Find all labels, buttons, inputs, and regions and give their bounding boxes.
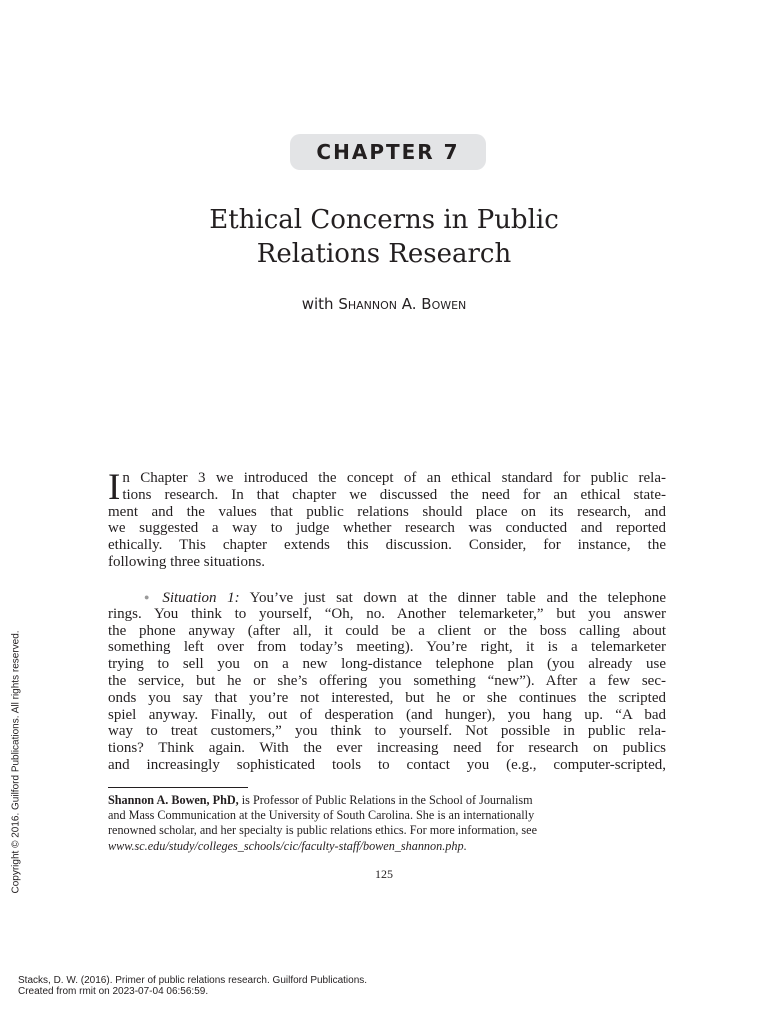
citation-footer	[18, 975, 367, 997]
chapter-label: CHAPTER 7	[316, 140, 460, 164]
footnote-line-1-text: is Professor of Public Relations in the School of Journalism	[238, 793, 533, 807]
situation-line: and increasingly sophisticated tools to contact you (e.g., computer-scripted,	[108, 756, 666, 773]
intro-line: ethically. This chapter extends this discussion. Consider, for instance, the	[108, 537, 666, 554]
footnote-line	[108, 839, 666, 854]
situation-line: onds you say that you’re not interested, but he or she continues the scripted	[108, 689, 666, 706]
intro-line: following three situations.	[108, 553, 266, 570]
footnote-line: renowned scholar, and her specialty is public relations ethics. For more information, see	[108, 823, 537, 838]
situation-first-line-text: You’ve just sat down at the dinner table and the telephone	[239, 590, 666, 606]
situation-line: way to treat customers,” you think to yourself. Not possible in public rela-	[108, 723, 666, 740]
situation-paragraph	[108, 589, 666, 774]
page-number: 125	[375, 867, 393, 881]
situation-line: rings. You think to yourself, “Oh, no. Another telemarketer,” but you answer	[108, 605, 666, 622]
chapter-author	[0, 295, 768, 313]
situation-line: the service, but he or she’s offering you something “new”). After a few sec-	[108, 672, 666, 689]
intro-line: we suggested a way to judge whether research was conducted and reported	[108, 520, 666, 537]
author-name: Shannon A. Bowen	[338, 295, 467, 313]
situation-line: spiel anyway. Finally, out of desperation (and hunger), you hang up. “A bad	[108, 706, 666, 723]
footnote-url: www.sc.edu/study/colleges_schools/cic/faculty-staff/bowen_shannon.php	[108, 838, 464, 853]
drop-cap: I	[108, 467, 121, 508]
situation-line: something left over from today’s meeting). You’re right, it is a telemarketer	[108, 639, 666, 656]
intro-line: tions research. In that chapter we discussed the need for an ethical state-	[122, 486, 666, 503]
chapter-title-line-1: Ethical Concerns in Public	[209, 205, 559, 235]
situation-line: tions? Think again. With the ever increasing need for research on publics	[108, 740, 666, 757]
citation-line-1: Stacks, D. W. (2016). Primer of public relations research. Guilford Publications.	[18, 975, 368, 986]
footnote-url-end: .	[463, 838, 467, 853]
author-footnote	[108, 793, 666, 854]
situation-line: trying to sell you on a new long-distance telephone plan (you already use	[108, 656, 666, 673]
situation-label: Situation 1:	[162, 590, 240, 606]
bullet-icon: ●	[144, 592, 157, 602]
footnote-author-name: Shannon A. Bowen, PhD,	[108, 793, 239, 807]
intro-line: n Chapter 3 we introduced the concept of an ethical standard for public rela-	[122, 470, 666, 486]
footnote-line: and Mass Communication at the University of South Carolina. She is an internationally	[108, 808, 535, 823]
author-with: with	[301, 295, 334, 313]
chapter-title	[0, 203, 768, 271]
situation-first-line	[108, 589, 666, 606]
chapter-title-line-2: Relations Research	[256, 239, 512, 269]
footnote-line	[108, 793, 666, 808]
intro-line: ment and the values that public relations should place on its research, and	[108, 503, 666, 520]
footnote-divider	[108, 787, 248, 788]
copyright-sidebar: Copyright © 2016. Guilford Publications. All rights reserved.	[10, 630, 22, 894]
chapter-badge	[290, 134, 486, 170]
intro-paragraph	[108, 467, 666, 571]
citation-line-2: Created from rmit on 2023-07-04 06:56:59.	[18, 986, 209, 997]
situation-line: the phone anyway (after all, it could be a client or the boss calling about	[108, 622, 666, 639]
